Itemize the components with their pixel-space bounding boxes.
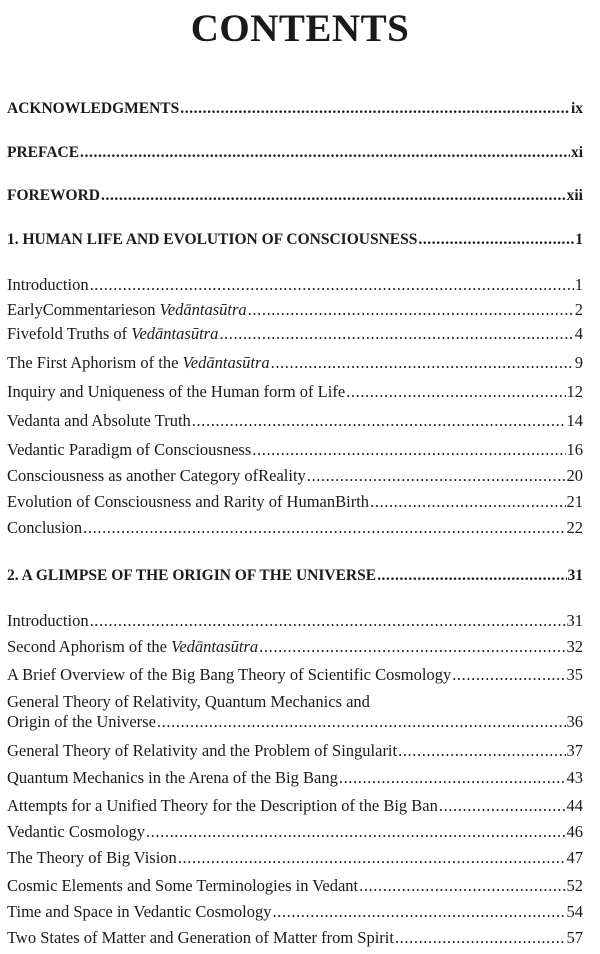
toc-entry[interactable] <box>7 466 583 486</box>
entry-label: Vedantic Paradigm of Consciousness <box>7 440 252 459</box>
toc-entry-acknowledgments[interactable] <box>7 100 583 118</box>
entry-label: EarlyCommentarieson Vedāntasūtra <box>7 300 247 319</box>
entry-page: 16 <box>566 440 583 459</box>
page-title: CONTENTS <box>190 7 410 50</box>
entry-page: 20 <box>566 466 583 485</box>
dot-leader <box>90 275 574 295</box>
dot-leader <box>248 300 574 320</box>
entry-label: Consciousness as another Category ofReality <box>7 466 306 485</box>
entry-label: Vedanta and Absolute Truth <box>7 411 191 430</box>
toc-entry[interactable] <box>7 665 583 685</box>
toc-entry[interactable] <box>7 902 583 922</box>
entry-page: 12 <box>566 382 583 401</box>
entry-label: Cosmic Elements and Some Terminologies in Vedant <box>7 876 359 895</box>
entry-label-italic: Vedāntasūtra <box>159 300 247 319</box>
toc-entry[interactable] <box>7 876 583 896</box>
toc-entry[interactable] <box>7 382 583 402</box>
entry-label-italic: Vedāntasūtra <box>182 353 270 372</box>
dot-leader <box>439 796 566 816</box>
entry-page: 44 <box>566 796 583 815</box>
entry-page: 1 <box>574 275 583 294</box>
dot-leader <box>259 637 565 657</box>
entry-label: Introduction <box>7 275 89 294</box>
entry-page: 46 <box>566 822 583 841</box>
chapter-page: 31 <box>567 567 583 584</box>
entry-page: 9 <box>574 353 583 372</box>
entry-page: 2 <box>574 300 583 319</box>
toc-entry[interactable] <box>7 768 583 788</box>
entry-page: 21 <box>566 492 583 511</box>
entry-label: General Theory of Relativity and the Problem of Singularit <box>7 741 398 760</box>
toc-entry[interactable] <box>7 440 583 460</box>
entry-label: Evolution of Consciousness and Rarity of HumanBirth <box>7 492 370 511</box>
entry-page: ix <box>570 100 583 117</box>
entry-page: 32 <box>566 637 583 656</box>
entry-label-line1: General Theory of Relativity, Quantum Mechanics and <box>7 692 370 711</box>
chapter-page: 1 <box>575 231 583 248</box>
entry-label: A Brief Overview of the Big Bang Theory of Scientific Cosmology <box>7 665 452 684</box>
toc-entry-two-line[interactable] <box>7 692 583 732</box>
toc-chapter-2[interactable] <box>7 567 583 585</box>
chapter-label: 1. HUMAN LIFE AND EVOLUTION OF CONSCIOUSNESS <box>7 231 418 248</box>
dot-leader <box>252 440 565 460</box>
entry-label-line2: Origin of the Universe <box>7 712 156 731</box>
dot-leader <box>157 712 566 732</box>
toc-chapter-1[interactable] <box>7 231 583 249</box>
dot-leader <box>370 492 565 512</box>
dot-leader <box>418 231 574 249</box>
entry-page: 4 <box>574 324 583 343</box>
entry-label: Fivefold Truths of Vedāntasūtra <box>7 324 219 343</box>
entry-label: Introduction <box>7 611 89 630</box>
dot-leader <box>178 848 566 868</box>
dot-leader <box>346 382 565 402</box>
dot-leader <box>272 902 565 922</box>
dot-leader <box>359 876 565 896</box>
toc-entry-foreword[interactable] <box>7 187 583 205</box>
entry-label: Second Aphorism of the Vedāntasūtra <box>7 637 259 656</box>
toc-entry[interactable] <box>7 324 583 344</box>
dot-leader <box>377 567 566 585</box>
toc-entry[interactable] <box>7 822 583 842</box>
toc-entry[interactable] <box>7 492 583 512</box>
entry-label: Time and Space in Vedantic Cosmology <box>7 902 272 921</box>
dot-leader <box>398 741 565 761</box>
dot-leader <box>307 466 566 486</box>
toc-entry[interactable] <box>7 518 583 538</box>
dot-leader <box>83 518 565 538</box>
entry-label: Quantum Mechanics in the Arena of the Big Bang <box>7 768 338 787</box>
toc-entry[interactable] <box>7 353 583 373</box>
entry-label: Inquiry and Uniqueness of the Human form of Life <box>7 382 346 401</box>
entry-label-italic: Vedāntasūtra <box>131 324 219 343</box>
entry-page: 54 <box>566 902 583 921</box>
entry-page: 57 <box>566 928 583 947</box>
toc-entry[interactable] <box>7 848 583 868</box>
dot-leader <box>395 928 566 948</box>
toc-entry[interactable] <box>7 300 583 320</box>
entry-page: 43 <box>566 768 583 787</box>
entry-page: 36 <box>566 712 583 731</box>
entry-label: The First Aphorism of the Vedāntasūtra <box>7 353 270 372</box>
entry-page: xi <box>570 144 583 161</box>
entry-label: ACKNOWLEDGMENTS <box>7 100 180 117</box>
dot-leader <box>271 353 574 373</box>
entry-label: PREFACE <box>7 144 80 161</box>
entry-label: FOREWORD <box>7 187 100 204</box>
dot-leader <box>180 100 570 118</box>
dot-leader <box>146 822 566 842</box>
toc-entry[interactable] <box>7 275 583 295</box>
entry-label: Two States of Matter and Generation of Matter from Spirit <box>7 928 394 947</box>
entry-page: 35 <box>566 665 583 684</box>
entry-page: 31 <box>566 611 583 630</box>
toc-entry[interactable] <box>7 411 583 431</box>
entry-page: 22 <box>566 518 583 537</box>
entry-page: 47 <box>566 848 583 867</box>
dot-leader <box>339 768 566 788</box>
entry-label: Conclusion <box>7 518 83 537</box>
entry-page: 37 <box>566 741 583 760</box>
toc-entry[interactable] <box>7 611 583 631</box>
toc-entry[interactable] <box>7 637 583 657</box>
dot-leader <box>90 611 566 631</box>
entry-label: Attempts for a Unified Theory for the Description of the Big Ban <box>7 796 438 815</box>
entry-page: 52 <box>566 876 583 895</box>
entry-label-italic: Vedāntasūtra <box>171 637 259 656</box>
entry-page: xii <box>566 187 583 204</box>
toc-entry-preface[interactable] <box>7 144 583 162</box>
entry-label: Vedantic Cosmology <box>7 822 145 841</box>
toc-entry[interactable] <box>7 741 583 761</box>
toc-entry[interactable] <box>7 928 583 948</box>
dot-leader <box>192 411 566 431</box>
dot-leader <box>101 187 566 205</box>
chapter-label: 2. A GLIMPSE OF THE ORIGIN OF THE UNIVERSE <box>7 567 377 584</box>
entry-page: 14 <box>566 411 583 430</box>
toc-entry[interactable] <box>7 796 583 816</box>
dot-leader <box>80 144 570 162</box>
entry-label: The Theory of Big Vision <box>7 848 177 867</box>
dot-leader <box>219 324 573 344</box>
dot-leader <box>452 665 565 685</box>
